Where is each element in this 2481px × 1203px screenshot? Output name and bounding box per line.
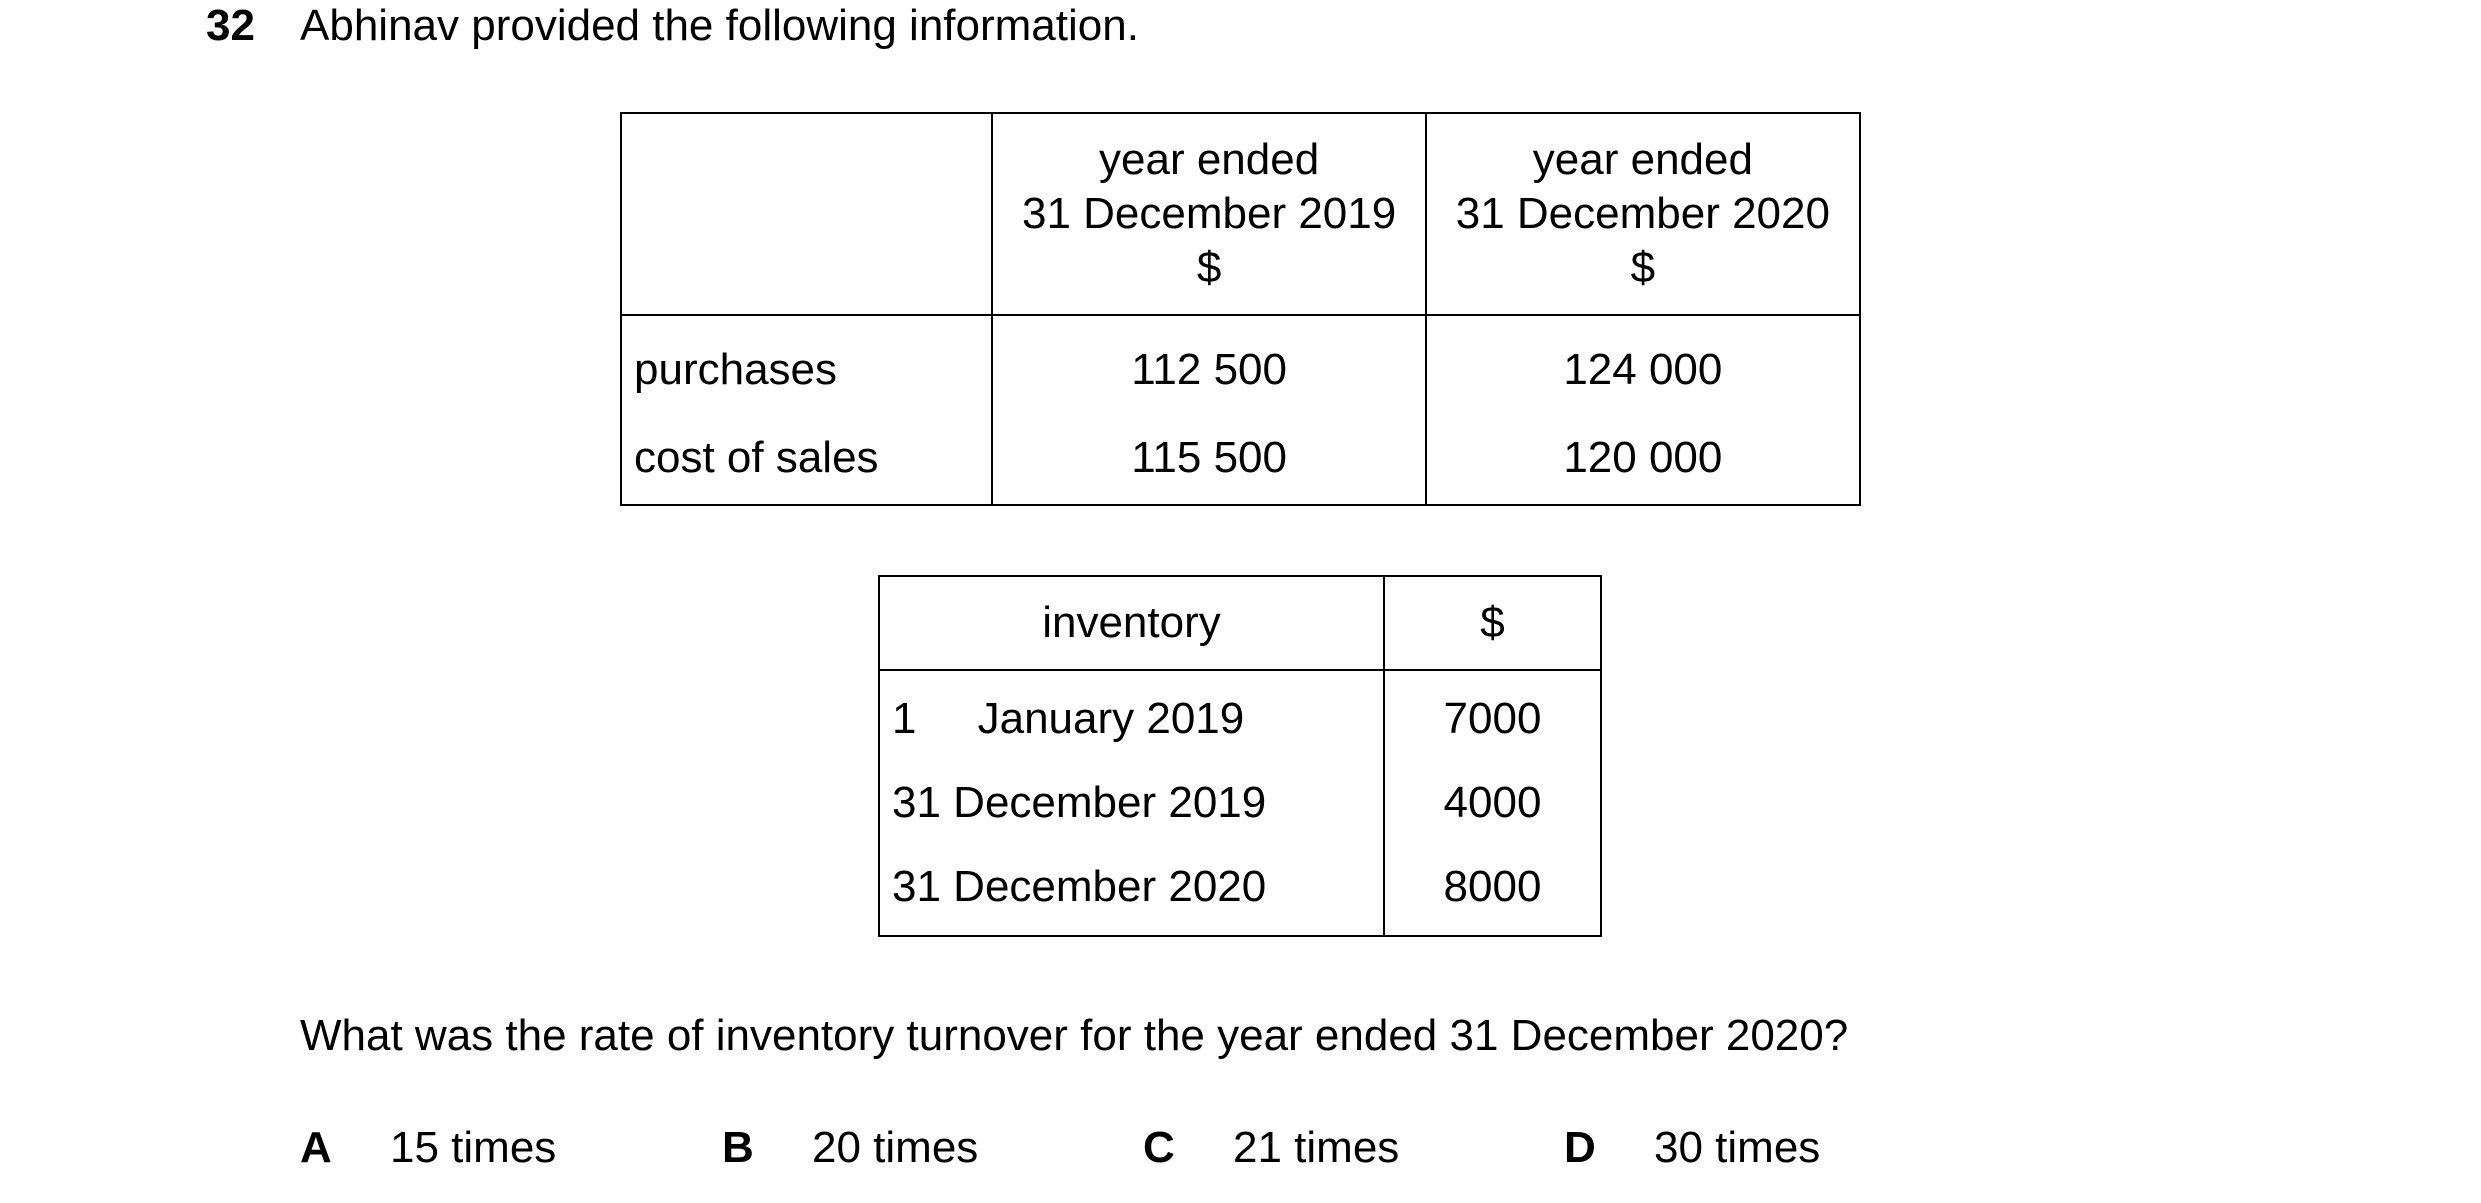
option-b[interactable] (722, 1122, 979, 1174)
option-letter: D (1564, 1123, 1596, 1172)
header-2020-unit: $ (1630, 243, 1656, 292)
table-header-row (621, 113, 1860, 315)
cell-value: 112 500 (992, 315, 1425, 418)
cell-value: 124 000 (1426, 315, 1860, 418)
cell-value: 4000 (1384, 761, 1601, 845)
table-row (879, 845, 1601, 936)
header-dollar: $ (1384, 576, 1601, 670)
option-text: 20 times (812, 1123, 979, 1172)
row-label: purchases (621, 315, 992, 418)
row-label: 31 December 2020 (879, 845, 1384, 936)
question-number: 32 (206, 1, 255, 50)
option-letter: B (722, 1123, 754, 1172)
table-row (621, 418, 1860, 505)
option-c[interactable] (1143, 1122, 1400, 1174)
option-text: 21 times (1233, 1123, 1400, 1172)
cell-value: 115 500 (992, 418, 1425, 505)
option-text: 15 times (390, 1123, 557, 1172)
option-text: 30 times (1654, 1123, 1821, 1172)
question-intro: Abhinav provided the following information. (300, 1, 1139, 50)
header-2019 (992, 113, 1425, 315)
header-2019-unit: $ (1196, 243, 1222, 292)
header-inventory: inventory (879, 576, 1384, 670)
row-label: 1 January 2019 (879, 670, 1384, 761)
header-2019-line1: year ended (1099, 135, 1320, 184)
header-2019-line2: 31 December 2019 (1021, 189, 1397, 238)
option-d[interactable] (1564, 1122, 1821, 1174)
cell-value: 8000 (1384, 845, 1601, 936)
purchases-cost-table (620, 112, 1861, 506)
question-prompt: What was the rate of inventory turnover for the year ended 31 December 2020? (300, 1011, 1849, 1060)
row-label: cost of sales (621, 418, 992, 505)
header-empty-cell (621, 113, 992, 315)
header-2020 (1426, 113, 1860, 315)
option-letter: A (300, 1123, 332, 1172)
option-letter: C (1143, 1123, 1175, 1172)
header-2020-line2: 31 December 2020 (1455, 189, 1830, 238)
option-a[interactable] (300, 1122, 557, 1174)
table-row (621, 315, 1860, 418)
table-header-row (879, 576, 1601, 670)
cell-value: 7000 (1384, 670, 1601, 761)
header-2020-line1: year ended (1532, 135, 1753, 184)
inventory-table (878, 575, 1602, 937)
table-row (879, 761, 1601, 845)
table-row (879, 670, 1601, 761)
cell-value: 120 000 (1426, 418, 1860, 505)
row-label: 31 December 2019 (879, 761, 1384, 845)
